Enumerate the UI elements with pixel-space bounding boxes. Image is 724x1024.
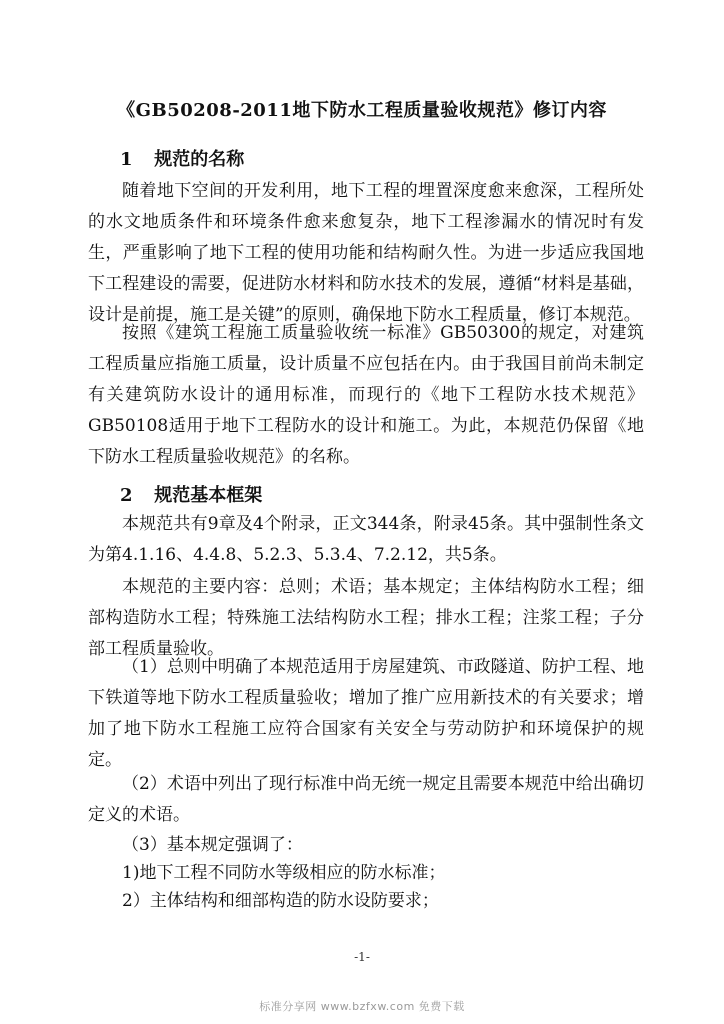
section-2-paragraph-4: （2）术语中列出了现行标准中尚无统一规定且需要本规范中给出确切定义的术语。 (88, 774, 644, 825)
page-number: -1- (354, 950, 370, 964)
list-item-1: 1)地下工程不同防水等级相应的防水标准； (122, 863, 446, 883)
section-2-paragraph-2: 本规范的主要内容：总则；术语；基本规定；主体结构防水工程；细部构造防水工程；特殊施工法结构防水工程；排水工程；注浆工程；子分部工程质量验收。 (88, 577, 644, 659)
section-2-heading (120, 481, 262, 507)
section-1-paragraph-1: 随着地下空间的开发利用，地下工程的埋置深度愈来愈深，工程所处的水文地质条件和环境条件愈来愈复杂，地下工程渗漏水的情况时有发生，严重影响了地下工程的使用功能和结构耐久性。为进一步适应我国地下工程建设的需要，促进防水材料和防水技术的发展，遵循“材料是基础，设计是前提，施工是关键”的原则，确保地下防水工程质量，修订本规范。 (88, 181, 644, 325)
section-2-paragraph-5: （3）基本规定强调了： (122, 835, 303, 855)
section-1-number: 1 (120, 149, 133, 170)
section-1-paragraph-2: 按照《建筑工程施工质量验收统一标准》GB50300的规定，对建筑工程质量应指施工质量，设计质量不应包括在内。由于我国目前尚未制定有关建筑防水设计的通用标准，而现行的《地下工程防水技术规范》GB50108适用于地下工程防水的设计和施工。为此，本规范仍保留《地下防水工程质量验收规范》的名称。 (88, 323, 644, 467)
section-2-title: 规范基本框架 (154, 485, 263, 506)
section-1-heading (120, 145, 244, 171)
section-1-title: 规范的名称 (154, 149, 245, 170)
section-2-number: 2 (120, 485, 133, 506)
list-item-2: 2）主体结构和细部构造的防水设防要求； (122, 891, 439, 911)
footer-watermark: 标准分享网 www.bzfxw.com 免费下载 (259, 1000, 465, 1013)
section-2-paragraph-1: 本规范共有9章及4个附录，正文344条，附录45条。其中强制性条文为第4.1.16、4.4.8、5.2.3、5.3.4、7.2.12，共5条。 (88, 514, 644, 565)
document-title: 《GB50208-2011地下防水工程质量验收规范》修订内容 (117, 100, 607, 121)
section-2-paragraph-3: （1）总则中明确了本规范适用于房屋建筑、市政隧道、防护工程、地下铁道等地下防水工程质量验收；增加了推广应用新技术的有关要求；增加了地下防水工程施工应符合国家有关安全与劳动防护和环境保护的规定。 (88, 657, 644, 770)
